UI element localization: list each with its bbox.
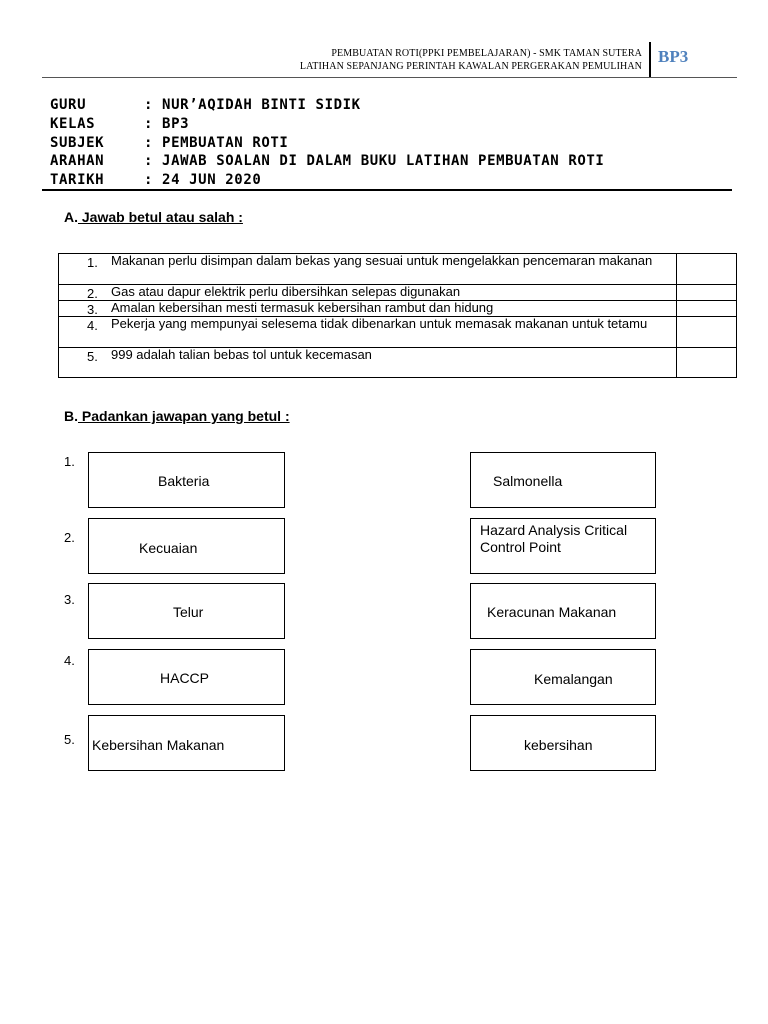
connector-tick <box>470 475 471 487</box>
answer-cell[interactable] <box>676 301 736 316</box>
pair-number: 3. <box>64 592 75 607</box>
row-number: 2. <box>87 286 98 301</box>
match-right-text: Salmonella <box>493 473 563 489</box>
match-left-box[interactable] <box>88 715 285 771</box>
match-right-text: Hazard Analysis Critical Control Point <box>480 522 628 555</box>
answer-cell[interactable] <box>676 285 736 300</box>
connector-tick <box>470 606 471 618</box>
info-value: : NUR’AQIDAH BINTI SIDIK <box>144 97 361 113</box>
table-row <box>59 348 736 377</box>
row-statement: Pekerja yang mempunyai selesema tidak dibenarkan untuk memasak makanan untuk tetamu <box>111 316 648 331</box>
answer-cell[interactable] <box>676 348 736 377</box>
info-value: : BP3 <box>144 116 190 132</box>
table-row <box>59 285 736 301</box>
info-label: GURU <box>50 97 87 113</box>
match-right-box[interactable] <box>470 452 656 508</box>
match-right-box[interactable] <box>470 649 656 705</box>
match-left-text: Telur <box>173 604 204 620</box>
section-a-title <box>64 209 243 225</box>
row-number: 4. <box>87 318 98 333</box>
answer-cell[interactable] <box>676 254 736 284</box>
row-number: 3. <box>87 302 98 317</box>
header-class-code: BP3 <box>658 47 689 66</box>
section-b-title <box>64 408 290 424</box>
connector-tick <box>470 738 471 750</box>
header-title-line1: PEMBUATAN ROTI(PPKI PEMBELAJARAN) - SMK TAMAN SUTERA <box>331 48 642 59</box>
section-b-heading: Padankan jawapan yang betul : <box>78 408 290 424</box>
connector-tick <box>284 475 285 487</box>
connector-tick <box>470 541 471 553</box>
match-left-text: HACCP <box>160 670 210 686</box>
header-divider <box>649 42 651 78</box>
table-row <box>59 254 736 285</box>
match-left-text: Kebersihan Makanan <box>92 737 225 753</box>
true-false-table <box>58 253 737 378</box>
row-statement: 999 adalah talian bebas tol untuk kecemasan <box>111 347 372 362</box>
pair-number: 4. <box>64 653 75 668</box>
match-right-box[interactable] <box>470 583 656 639</box>
info-rule <box>42 189 732 191</box>
info-value: : 24 JUN 2020 <box>144 172 262 188</box>
connector-tick <box>284 606 285 618</box>
info-label: SUBJEK <box>50 135 105 151</box>
match-left-text: Bakteria <box>158 473 210 489</box>
info-label: ARAHAN <box>50 153 105 169</box>
pair-number: 5. <box>64 732 75 747</box>
match-right-box[interactable] <box>470 715 656 771</box>
match-right-text: kebersihan <box>524 737 593 753</box>
connector-tick <box>470 672 471 684</box>
section-a-heading: Jawab betul atau salah : <box>78 209 243 225</box>
table-row <box>59 317 736 348</box>
row-statement: Gas atau dapur elektrik perlu dibersihkan selepas digunakan <box>111 284 461 299</box>
connector-tick <box>284 738 285 750</box>
row-number: 1. <box>87 255 98 270</box>
header-rule <box>42 77 737 78</box>
header-title-line2: LATIHAN SEPANJANG PERINTAH KAWALAN PERGERAKAN PEMULIHAN <box>299 61 642 72</box>
row-statement: Amalan kebersihan mesti termasuk kebersihan rambut dan hidung <box>111 300 494 315</box>
match-left-box[interactable] <box>88 452 285 508</box>
connector-tick <box>284 541 285 553</box>
pair-number: 2. <box>64 530 75 545</box>
match-left-box[interactable] <box>88 518 285 574</box>
match-right-text: Keracunan Makanan <box>487 604 617 620</box>
table-row <box>59 301 736 317</box>
match-right-box[interactable] <box>470 518 656 574</box>
match-left-box[interactable] <box>88 649 285 705</box>
pair-number: 1. <box>64 454 75 469</box>
answer-cell[interactable] <box>676 317 736 347</box>
match-left-box[interactable] <box>88 583 285 639</box>
section-b-prefix: B. <box>64 408 78 424</box>
row-number: 5. <box>87 349 98 364</box>
match-right-text: Kemalangan <box>534 671 613 687</box>
info-label: TARIKH <box>50 172 105 188</box>
info-value: : JAWAB SOALAN DI DALAM BUKU LATIHAN PEMBUATAN ROTI <box>144 153 605 169</box>
match-left-text: Kecuaian <box>139 540 198 556</box>
row-statement: Makanan perlu disimpan dalam bekas yang sesuai untuk mengelakkan pencemaran makanan <box>111 253 653 268</box>
info-value: : PEMBUATAN ROTI <box>144 135 289 151</box>
connector-tick <box>284 672 285 684</box>
section-a-prefix: A. <box>64 209 78 225</box>
info-label: KELAS <box>50 116 96 132</box>
